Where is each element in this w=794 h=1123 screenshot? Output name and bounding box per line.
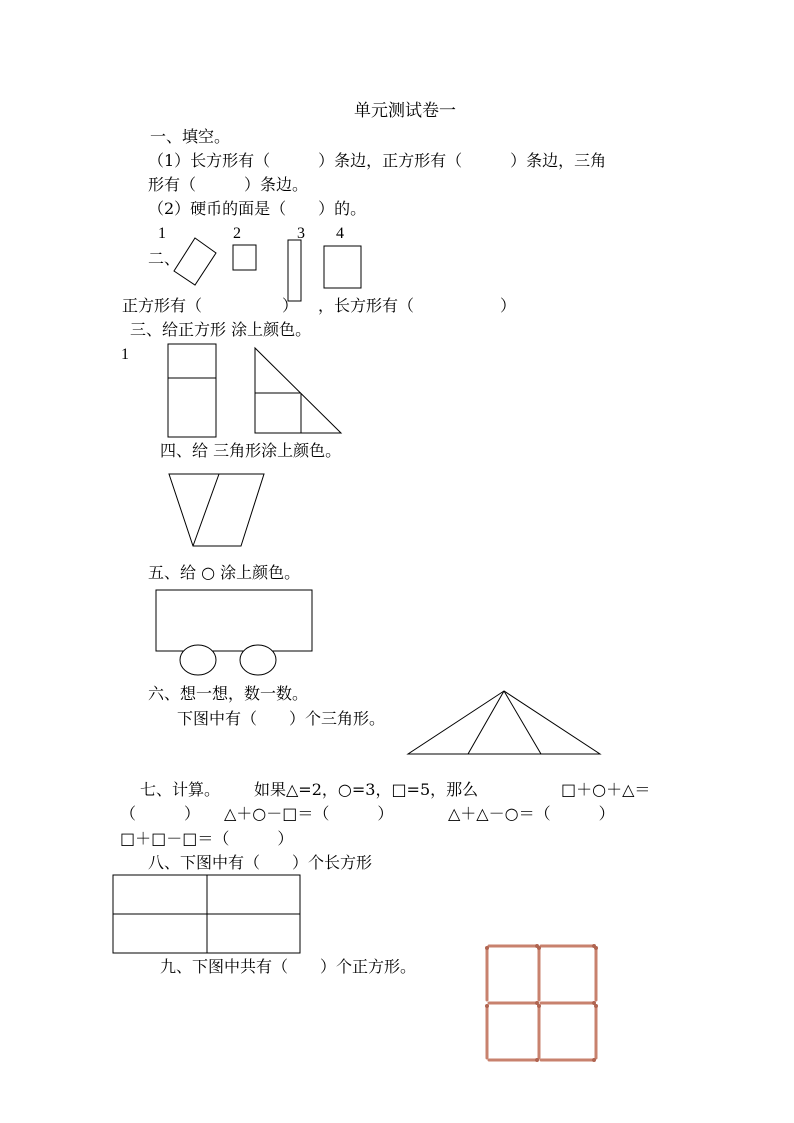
q7-expr1: □＋○＋△＝ [561,780,651,799]
q9-match-head [592,1058,596,1062]
q2-heading: 二、 [148,249,181,268]
q9-match-head [594,1004,598,1008]
q2-answer-rect-close: ） [500,296,517,315]
q2-answer-square: 正方形有（ [122,296,203,315]
q1-line2: 形有（ ）条边。 [148,175,309,194]
q7-heading: 七、计算。 [140,780,221,799]
q7-expr1-answer: （ ） [120,804,201,823]
q2-label-3: 3 [297,225,305,242]
q7-expr4: □＋□－□＝（ ） [120,829,294,848]
page-title: 单元测试卷一 [354,101,456,121]
q7-expr2: △＋○－□＝（ ） [224,804,394,823]
q9-match-head [537,1004,541,1008]
q2-answer-rect: ，长方形有（ [318,296,415,315]
q9-match-head [537,946,541,950]
q9-match-head [535,1058,539,1062]
q2-label-1: 1 [158,225,166,242]
q2-label-4: 4 [336,225,344,242]
q6-question: 下图中有（ ）个三角形。 [177,709,386,728]
q5-heading: 五、给 ○ 涂上颜色。 [148,563,301,582]
q1-line3: （2）硬币的面是（ ）的。 [148,199,367,218]
q6-heading: 六、想一想，数一数。 [148,684,309,703]
q3-label: 1 [121,346,129,363]
q9-heading: 九、下图中共有（ ）个正方形。 [160,957,417,976]
q4-heading: 四、给 三角形涂上颜色。 [160,441,342,460]
q9-match-head [594,946,598,950]
q8-heading: 八、下图中有（ ）个长方形 [148,853,373,872]
q7-given: 如果△=2，○=3，□=5，那么 [254,780,479,799]
q9-match-head [485,946,489,950]
q3-heading: 三、给正方形 涂上颜色。 [130,320,312,339]
q1-heading: 一、填空。 [150,127,231,146]
q9-match-head [485,1004,489,1008]
q7-expr3: △＋△－○＝（ ） [448,804,615,823]
q1-line1: （1）长方形有（ ）条边，正方形有（ ）条边，三角 [148,151,607,170]
q2-answer-paren-close: ） [282,296,299,315]
q2-label-2: 2 [233,225,241,242]
